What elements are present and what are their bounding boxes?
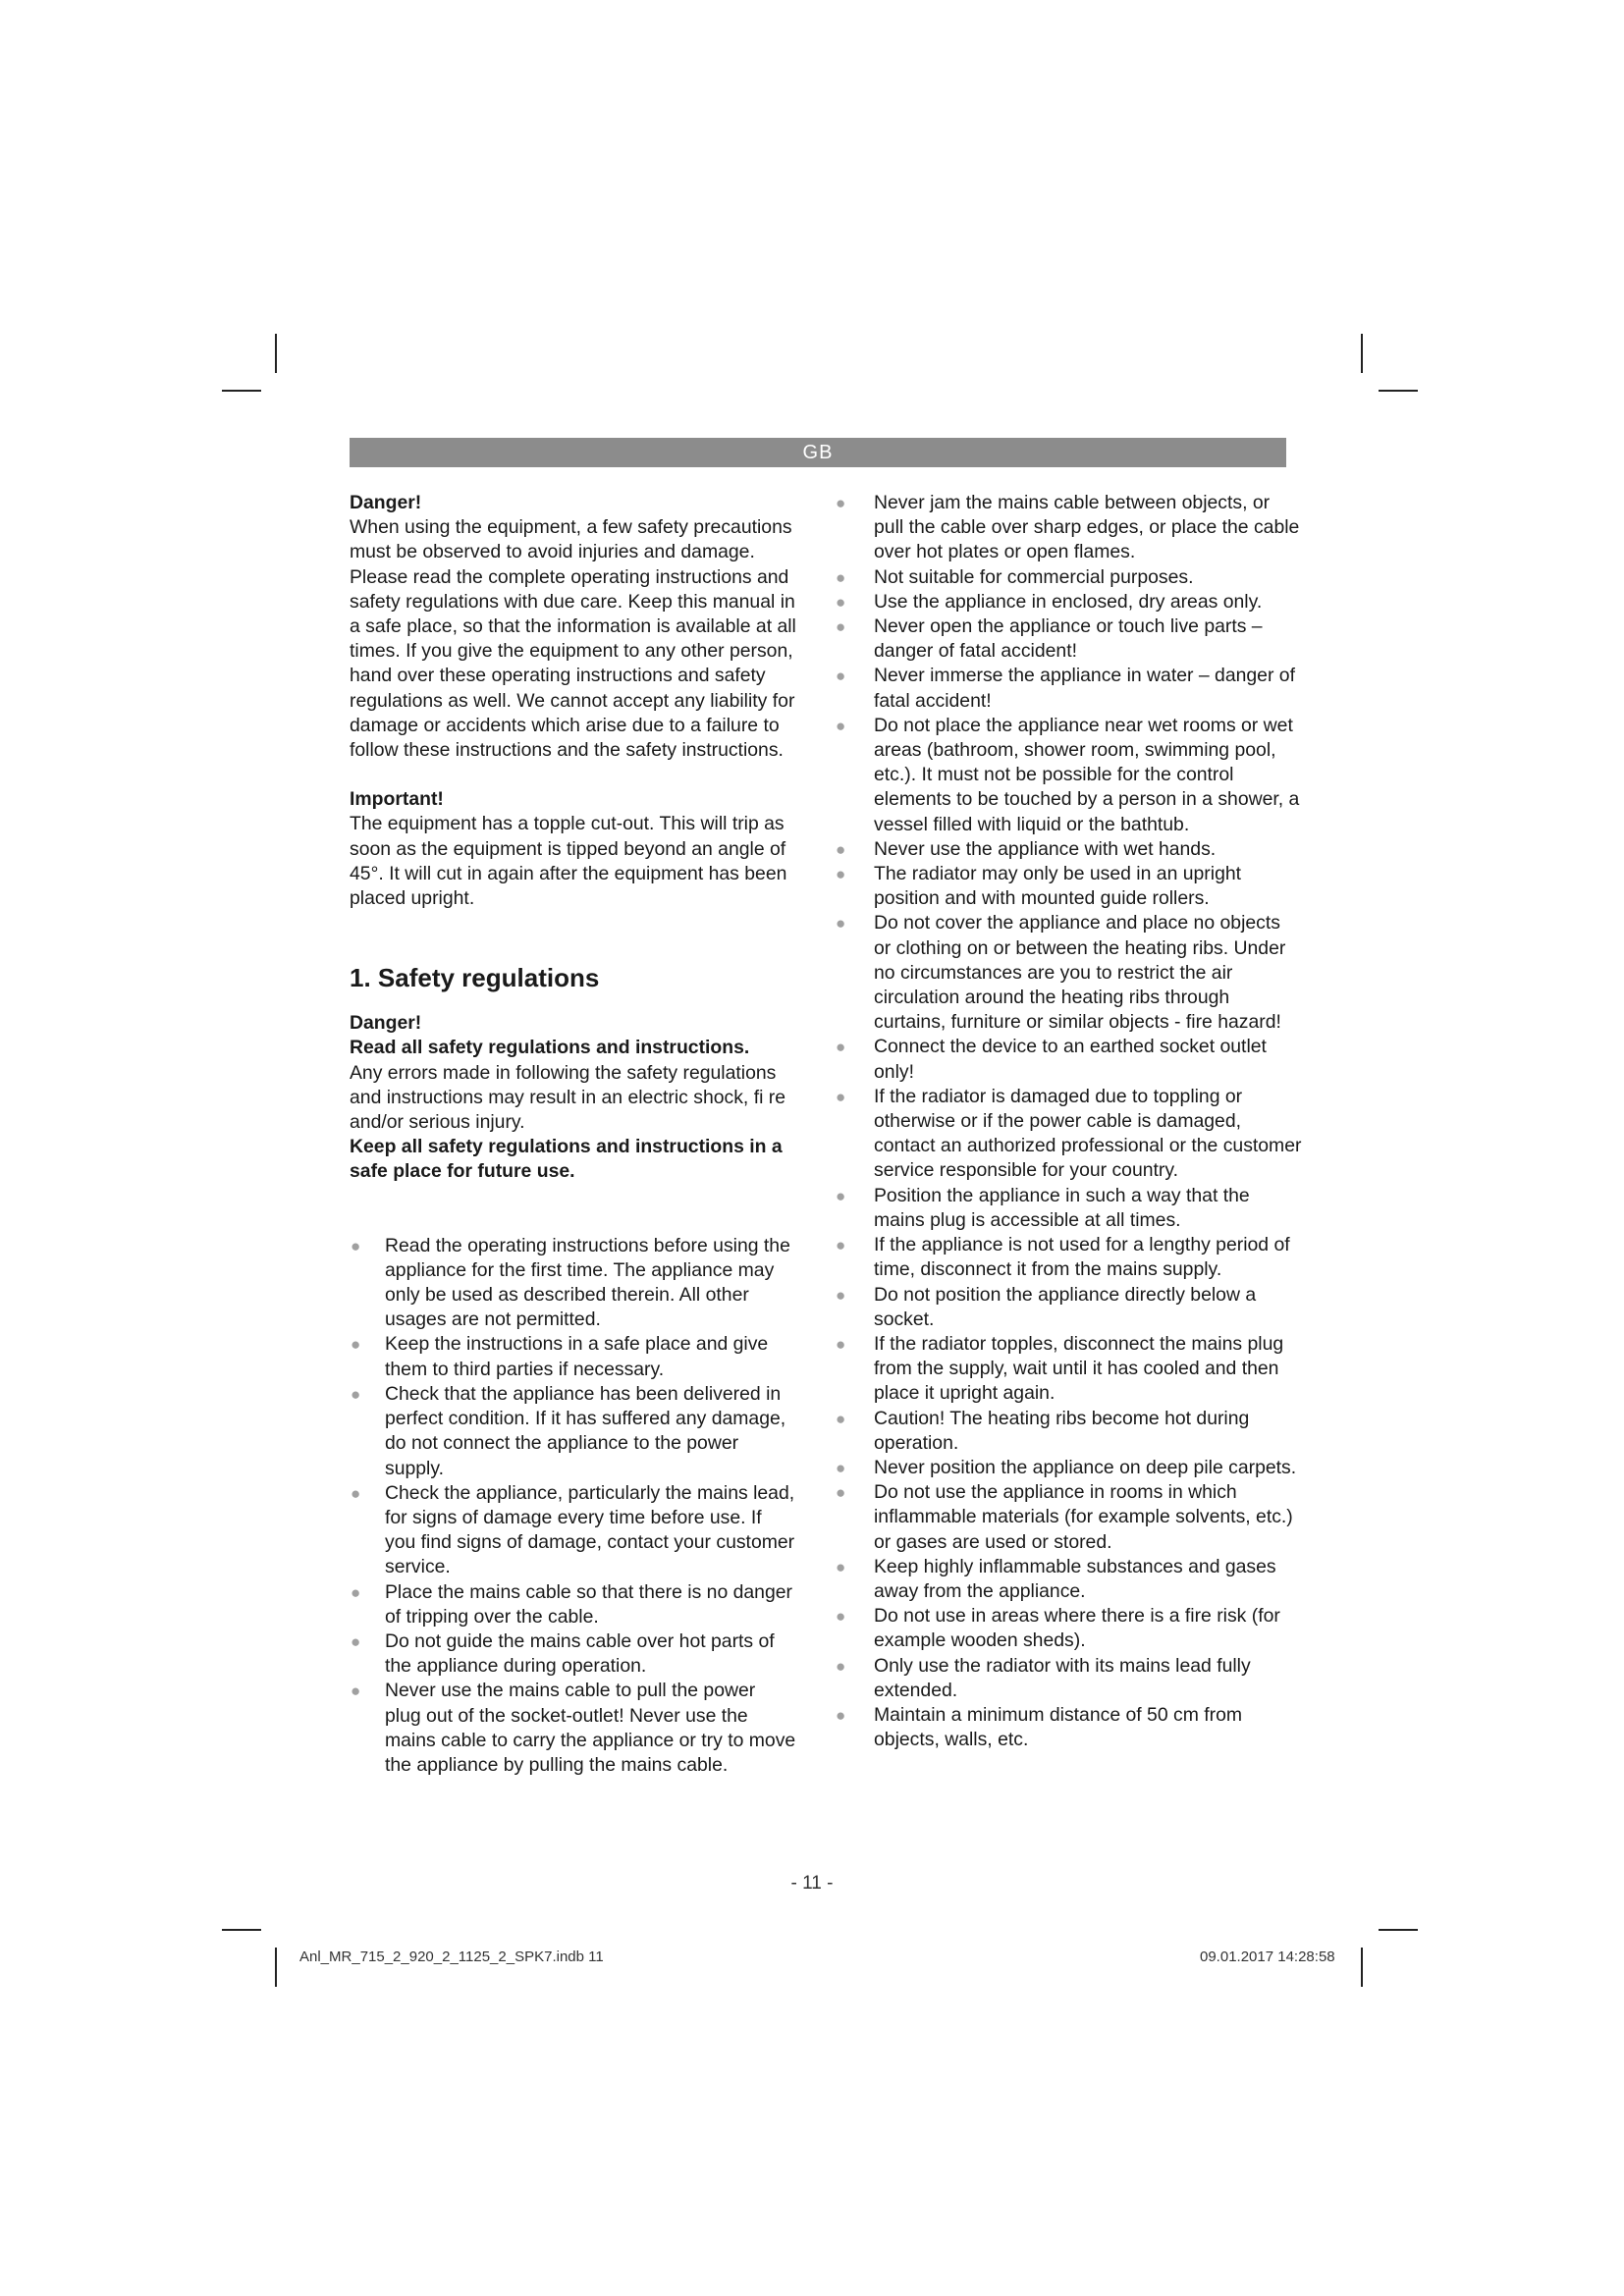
read-all-instructions: Read all safety regulations and instructions. xyxy=(350,1037,750,1059)
bullet-icon: ● xyxy=(836,1038,846,1057)
section-title: 1. Safety regulations xyxy=(350,963,600,993)
list-item: ● Place the mains cable so that there is no danger of tripping over the cable. xyxy=(351,1580,792,1628)
list-item: ● Do not position the appliance directly below a socket. xyxy=(836,1283,1257,1330)
list-item: ● Do not cover the appliance and place no objects or clothing on or between the heating ribs. Under no circumstances are you to restrict the air circulation around the heating ribs through curtains, furniture or similar objects - fire hazard! xyxy=(836,912,1286,1034)
errors-paragraph: Any errors made in following the safety regulations and instructions may result in an electric shock, fi re and/or serious injury. xyxy=(350,1061,786,1134)
bullet-icon: ● xyxy=(836,1483,846,1503)
bullet-icon: ● xyxy=(836,592,846,612)
list-item: ● Caution! The heating ribs become hot during operation. xyxy=(836,1407,1250,1454)
bullet-icon: ● xyxy=(836,617,846,637)
bullet-icon: ● xyxy=(351,1384,361,1404)
list-item: ● Never jam the mains cable between objects, or pull the cable over sharp edges, or place the cable over hot plates or open flames. xyxy=(836,492,1300,563)
bullet-icon: ● xyxy=(836,839,846,859)
print-datetime: 09.01.2017 14:28:58 xyxy=(1200,1949,1335,1965)
bullet-icon: ● xyxy=(351,1236,361,1255)
bullet-icon: ● xyxy=(836,1557,846,1576)
left-column xyxy=(350,491,796,1778)
list-item: ● Only use the radiator with its mains lead fully extended. xyxy=(836,1654,1251,1701)
language-header-bar xyxy=(350,438,1286,467)
list-item: ● Read the operating instructions before using the appliance for the first time. The appliance may only be used as described therein. All other usages are not permitted. xyxy=(351,1234,790,1331)
list-item: ● If the radiator topples, disconnect the mains plug from the supply, wait until it has cooled and then place it upright again. xyxy=(836,1332,1284,1405)
list-item: ● Do not place the appliance near wet rooms or wet areas (bathroom, shower room, swimming pool, etc.). It must not be possible for the control elements to be touched by a person in a shower, a vessel filled with liquid or the bathtub. xyxy=(836,714,1300,835)
bullet-icon: ● xyxy=(836,1656,846,1676)
bullet-icon: ● xyxy=(836,914,846,934)
bullet-icon: ● xyxy=(351,1335,361,1355)
list-item: ● Not suitable for commercial purposes. xyxy=(855,565,1302,590)
file-name: Anl_MR_715_2_920_2_1125_2_SPK7.indb 11 xyxy=(299,1949,604,1965)
left-bullet-list xyxy=(350,1234,796,1778)
bullet-icon: ● xyxy=(836,567,846,587)
bullet-icon: ● xyxy=(836,1186,846,1205)
list-item: ● Keep highly inflammable substances and gases away from the appliance. xyxy=(836,1555,1276,1602)
bullet-icon: ● xyxy=(351,1582,361,1602)
bullet-icon: ● xyxy=(836,1236,846,1255)
right-bullet-list xyxy=(836,491,1302,1752)
important-heading: Important! xyxy=(350,788,444,811)
crop-mark xyxy=(222,1929,261,1931)
page-number: - 11 - xyxy=(790,1873,834,1894)
bullet-icon: ● xyxy=(351,1483,361,1503)
list-item: ● Check the appliance, particularly the mains lead, for signs of damage every time before use. If you find signs of damage, contact your customer service. xyxy=(351,1481,795,1578)
list-item: ● Use the appliance in enclosed, dry areas only. xyxy=(855,590,1302,614)
list-item: ● Never immerse the appliance in water – danger of fatal accident! xyxy=(836,665,1295,712)
bullet-icon: ● xyxy=(351,1631,361,1651)
list-item: ● If the appliance is not used for a lengthy period of time, disconnect it from the mains supply. xyxy=(836,1234,1290,1281)
bullet-icon: ● xyxy=(836,1087,846,1106)
bullet-icon: ● xyxy=(836,1607,846,1627)
list-item: ● Never use the appliance with wet hands. xyxy=(855,837,1302,862)
bullet-icon: ● xyxy=(836,865,846,884)
crop-mark xyxy=(222,390,261,392)
keep-all-instructions: Keep all safety regulations and instructions in a safe place for future use. xyxy=(350,1136,783,1183)
bullet-icon: ● xyxy=(836,1705,846,1725)
crop-mark xyxy=(1379,390,1418,392)
crop-mark xyxy=(1361,334,1363,373)
danger-paragraph: When using the equipment, a few safety precautions must be observed to avoid injuries and damage. Please read the complete operating instructions and safety regulations with due care. Keep this manual in a safe place, so that the information is available at all times. If you give the equipment to any other person, hand over these operating instructions and safety regulations as well. We cannot accept any liability for damage or accidents which arise due to a failure to follow these instructions and the safety instructions. xyxy=(350,516,796,762)
list-item: ● Never open the appliance or touch live parts – danger of fatal accident! xyxy=(836,615,1263,663)
right-column xyxy=(836,491,1302,1752)
bullet-icon: ● xyxy=(836,494,846,512)
danger-heading-2: Danger! xyxy=(350,1012,422,1035)
bullet-icon: ● xyxy=(836,1409,846,1428)
list-item: ● Do not use the appliance in rooms in which inflammable materials (for example solvents, etc.) or gases are used or stored. xyxy=(836,1481,1293,1553)
list-item: ● Position the appliance in such a way that the mains plug is accessible at all times. xyxy=(836,1184,1250,1231)
crop-mark xyxy=(1379,1929,1418,1931)
bullet-icon: ● xyxy=(836,1458,846,1477)
bullet-icon: ● xyxy=(836,1334,846,1354)
important-paragraph: The equipment has a topple cut-out. This will trip as soon as the equipment is tipped beyond an angle of 45°. It will cut in again after the equipment has been placed upright. xyxy=(350,813,787,910)
bullet-icon: ● xyxy=(351,1682,361,1701)
list-item: ● Keep the instructions in a safe place and give them to third parties if necessary. xyxy=(351,1333,769,1380)
list-item: ● Connect the device to an earthed socket outlet only! xyxy=(836,1036,1267,1083)
list-item: ● Never position the appliance on deep pile carpets. xyxy=(855,1456,1302,1480)
list-item: ● Check that the appliance has been delivered in perfect condition. If it has suffered any damage, do not connect the appliance to the power supply. xyxy=(351,1382,786,1479)
list-item: ● If the radiator is damaged due to toppling or otherwise or if the power cable is damaged, contact an authorized professional or the customer service responsible for your country. xyxy=(836,1085,1302,1182)
list-item: ● Do not guide the mains cable over hot parts of the appliance during operation. xyxy=(351,1629,775,1678)
crop-mark xyxy=(1361,1948,1363,1987)
danger-heading: Danger! xyxy=(350,492,422,513)
bullet-icon: ● xyxy=(836,667,846,686)
language-code: GB xyxy=(802,442,834,463)
crop-mark xyxy=(275,1948,277,1987)
list-item: ● Do not use in areas where there is a fire risk (for example wooden sheds). xyxy=(836,1605,1280,1652)
list-item: ● The radiator may only be used in an upright position and with mounted guide rollers. xyxy=(836,863,1242,910)
bullet-icon: ● xyxy=(836,716,846,735)
list-item: ● Maintain a minimum distance of 50 cm from objects, walls, etc. xyxy=(836,1703,1243,1751)
list-item: ● Never use the mains cable to pull the power plug out of the socket-outlet! Never use the mains cable to carry the appliance or try to move the appliance by pulling the mains cable. xyxy=(351,1680,796,1776)
bullet-icon: ● xyxy=(836,1285,846,1305)
crop-mark xyxy=(275,334,277,373)
